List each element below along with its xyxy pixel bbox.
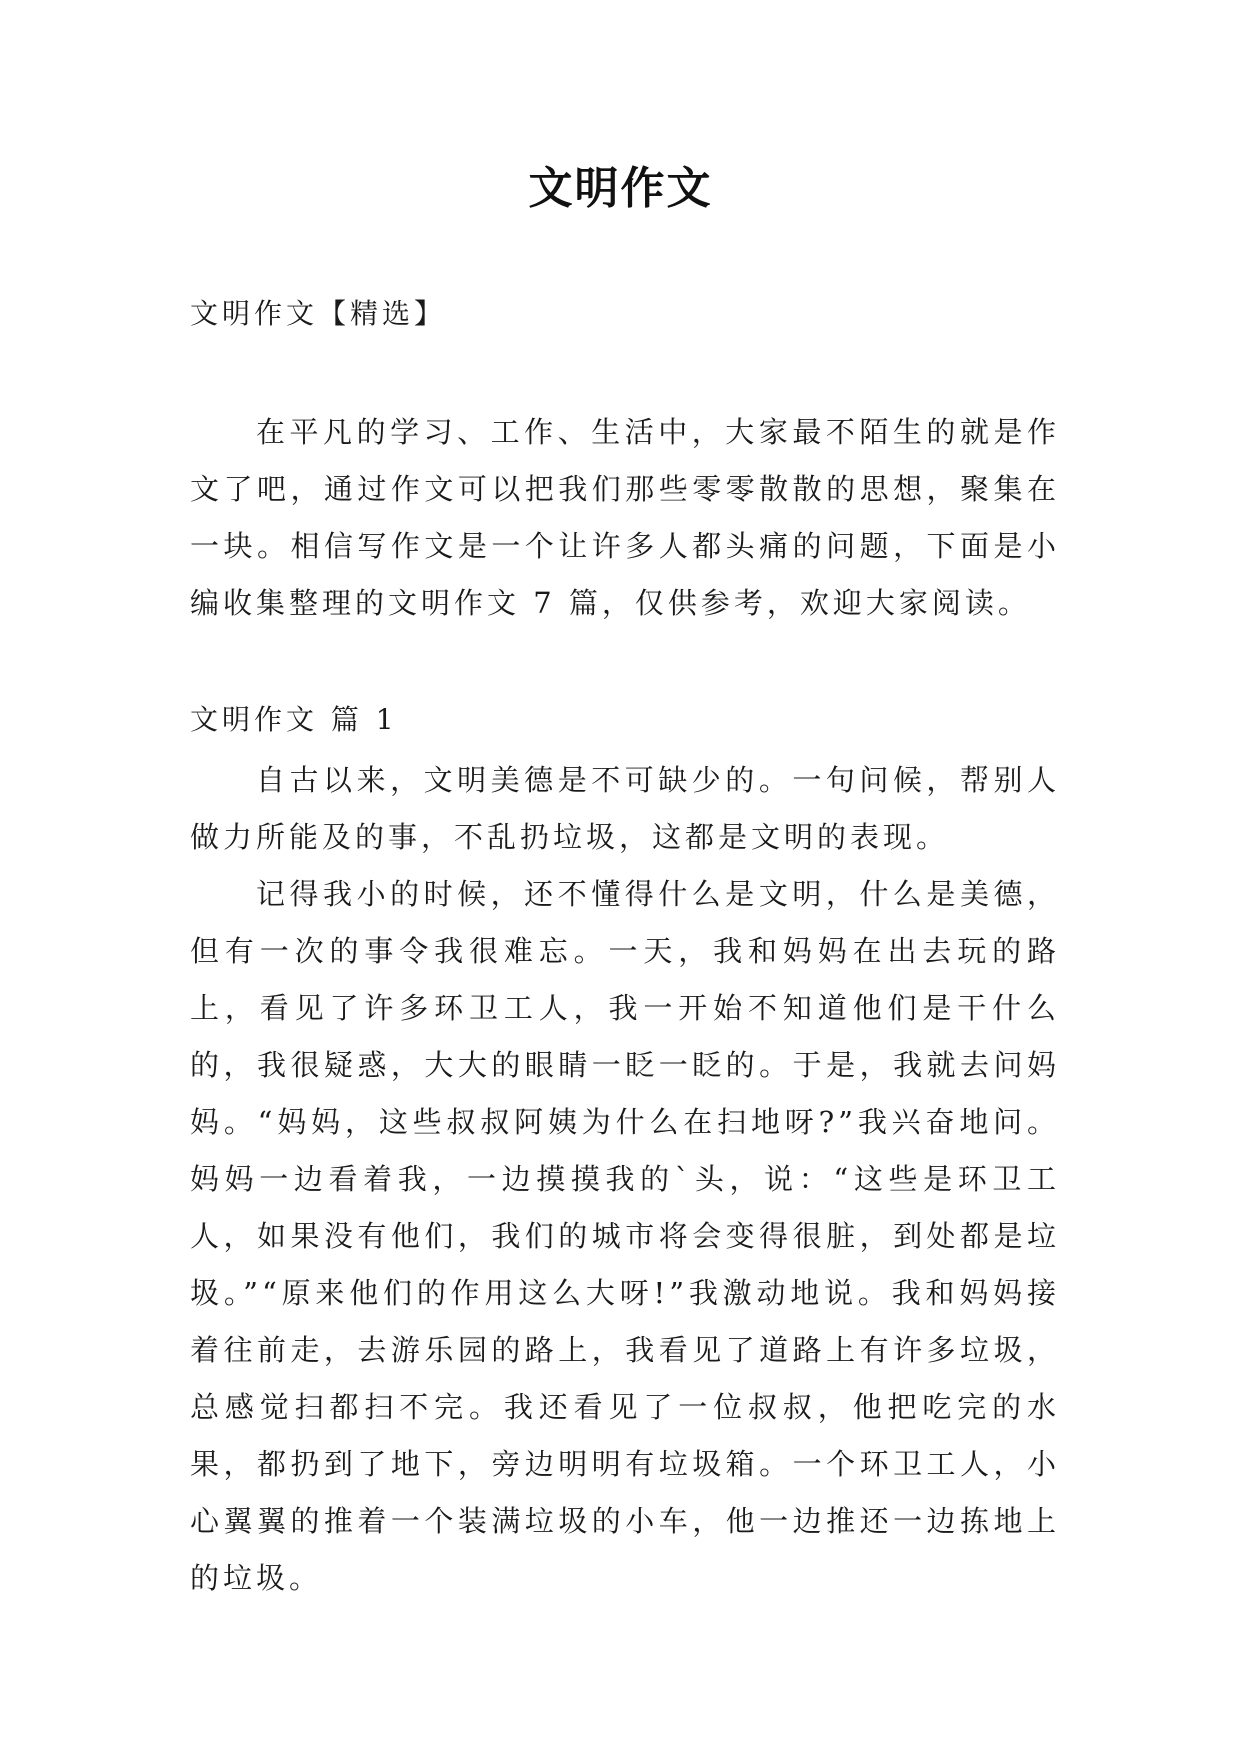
essay-body [190, 752, 1060, 1607]
intro-block [190, 404, 1060, 632]
section-heading: 文明作文 篇 1 [190, 703, 398, 736]
intro-paragraph: 在平凡的学习、工作、生活中，大家最不陌生的就是作文了吧，通过作文可以把我们那些零零散散的思想，聚集在一块。相信写作文是一个让许多人都头痛的问题，下面是小编收集整理的文明作文 7 篇，仅供参考，欢迎大家阅读。 [190, 415, 1060, 620]
document-title: 文明作文 [528, 163, 713, 214]
essay-paragraph: 记得我小的时候，还不懂得什么是文明，什么是美德，但有一次的事令我很难忘。一天，我和妈妈在出去玩的路上，看见了许多环卫工人，我一开始不知道他们是干什么的，我很疑惑，大大的眼睛一眨一眨的。于是，我就去问妈妈。“妈妈，这些叔叔阿姨为什么在扫地呀?”我兴奋地问。妈妈一边看着我，一边摸摸我的`头，说：“这些是环卫工人，如果没有他们，我们的城市将会变得很脏，到处都是垃圾。”“原来他们的作用这么大呀!”我激动地说。我和妈妈接着往前走，去游乐园的路上，我看见了道路上有许多垃圾，总感觉扫都扫不完。我还看见了一位叔叔，他把吃完的水果，都扔到了地下，旁边明明有垃圾箱。一个环卫工人，小心翼翼的推着一个装满垃圾的小车，他一边推还一边拣地上的垃圾。 [190, 877, 1060, 1595]
document-subtitle: 文明作文【精选】 [190, 297, 447, 330]
essay-paragraph: 自古以来，文明美德是不可缺少的。一句问候，帮别人做力所能及的事，不乱扔垃圾，这都是文明的表现。 [190, 763, 1060, 854]
